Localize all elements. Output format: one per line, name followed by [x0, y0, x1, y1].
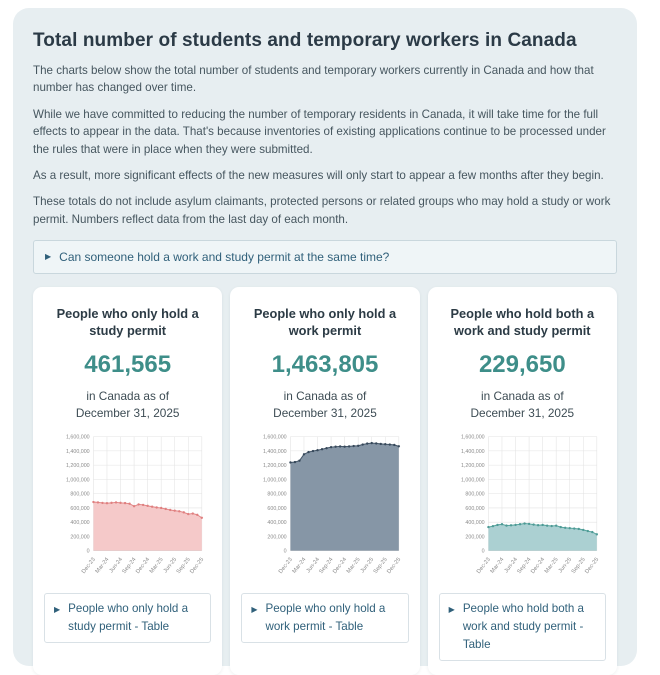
stat-caption: in Canada as of December 31, 2025 [470, 388, 575, 421]
table-expander-study-only[interactable] [44, 593, 211, 643]
svg-text:1,200,000: 1,200,000 [460, 463, 485, 470]
faq-expander-label: Can someone hold a work and study permit at the same time? [59, 250, 390, 265]
card-heading: People who only hold a study permit [56, 306, 199, 339]
table-expander-summary[interactable] [45, 594, 210, 642]
svg-text:Sep-24: Sep-24 [516, 556, 533, 575]
svg-text:0: 0 [481, 548, 485, 555]
stat-card-study-only [33, 287, 222, 675]
svg-text:1,600,000: 1,600,000 [460, 434, 485, 441]
stat-value: 229,650 [478, 350, 566, 378]
faq-expander-summary[interactable] [34, 241, 616, 273]
stat-caption: in Canada as of December 31, 2025 [273, 388, 377, 421]
expander-arrow-icon: ▶ [54, 604, 61, 614]
svg-text:800,000: 800,000 [267, 491, 287, 498]
card-heading: People who only hold a work permit [253, 306, 397, 339]
faq-expander[interactable] [33, 240, 617, 274]
work-only-area-chart [241, 429, 408, 587]
card-heading: People who hold both a work and study permit [450, 306, 595, 339]
svg-text:Dec-25: Dec-25 [189, 556, 206, 575]
svg-text:200,000: 200,000 [267, 534, 287, 541]
content-panel [13, 8, 637, 666]
stat-value: 461,565 [84, 350, 172, 378]
intro-paragraph: The charts below show the total number of students and temporary workers currently in Canada and how that number has changed over time. [33, 64, 594, 95]
svg-text:Dec-23: Dec-23 [475, 556, 492, 575]
svg-text:Dec-24: Dec-24 [332, 556, 349, 575]
expander-arrow-icon: ▶ [45, 252, 52, 262]
svg-text:Mar-24: Mar-24 [94, 556, 111, 575]
svg-text:Mar-24: Mar-24 [489, 556, 506, 575]
svg-text:Dec-25: Dec-25 [583, 556, 600, 575]
svg-text:1,600,000: 1,600,000 [263, 434, 287, 441]
svg-text:Jun-24: Jun-24 [503, 556, 519, 575]
stat-cards-row [33, 287, 617, 675]
svg-text:400,000: 400,000 [267, 520, 287, 527]
svg-text:600,000: 600,000 [267, 505, 287, 512]
table-expander-label: People who only hold a study permit - Table [68, 601, 189, 633]
svg-text:Mar-24: Mar-24 [291, 556, 308, 575]
commitment-paragraph: While we have committed to reducing the number of temporary residents in Canada, it will take time for the full effects to appear in the data. That's because inventories of existing applications continue to be processed under the rules that were in place when they were submitted. [33, 107, 606, 156]
svg-text:1,400,000: 1,400,000 [263, 448, 287, 455]
svg-text:Jun-24: Jun-24 [305, 556, 322, 575]
svg-text:1,000,000: 1,000,000 [65, 477, 90, 484]
study-only-area-chart [44, 429, 211, 587]
both-permits-area-chart [439, 429, 606, 587]
svg-text:Dec-25: Dec-25 [386, 556, 403, 575]
svg-text:Mar-25: Mar-25 [543, 556, 560, 575]
svg-text:Jun-24: Jun-24 [108, 556, 125, 575]
stat-card-work-only [230, 287, 419, 675]
svg-text:800,000: 800,000 [465, 491, 485, 498]
svg-text:200,000: 200,000 [70, 534, 90, 541]
svg-text:Jun-25: Jun-25 [360, 556, 376, 575]
stat-card-both-permits [428, 287, 617, 675]
svg-text:Mar-25: Mar-25 [346, 556, 362, 575]
svg-text:800,000: 800,000 [70, 491, 90, 498]
svg-text:Sep-25: Sep-25 [175, 556, 192, 575]
svg-text:600,000: 600,000 [465, 505, 485, 512]
table-expander-label: People who hold both a work and study permit - Table [462, 601, 584, 651]
table-expander-label: People who only hold a work permit - Table [265, 601, 386, 633]
table-expander-both-permits[interactable] [439, 593, 606, 661]
table-expander-summary[interactable] [242, 594, 407, 642]
svg-text:Sep-24: Sep-24 [318, 556, 335, 575]
svg-text:Sep-24: Sep-24 [121, 556, 138, 575]
svg-text:Dec-23: Dec-23 [278, 556, 295, 575]
svg-text:Dec-23: Dec-23 [80, 556, 97, 575]
svg-text:Dec-24: Dec-24 [529, 556, 546, 575]
svg-text:Sep-25: Sep-25 [570, 556, 587, 575]
svg-text:Sep-25: Sep-25 [373, 556, 390, 575]
effects-paragraph: As a result, more significant effects of the new measures will only start to appear a few months after they begin. [33, 168, 604, 182]
page-title: Total number of students and temporary workers in Canada [33, 30, 577, 51]
svg-text:Jun-25: Jun-25 [557, 556, 573, 575]
svg-text:400,000: 400,000 [70, 520, 90, 527]
table-expander-summary[interactable] [440, 594, 605, 660]
exclusions-paragraph: These totals do not include asylum claimants, protected persons or related groups who may hold a study or work permit. Numbers reflect data from the last day of each month. [33, 195, 611, 226]
svg-text:1,400,000: 1,400,000 [65, 448, 90, 455]
svg-text:200,000: 200,000 [465, 534, 485, 541]
svg-text:Mar-25: Mar-25 [148, 556, 165, 575]
stat-value: 1,463,805 [271, 350, 379, 378]
svg-text:1,000,000: 1,000,000 [263, 477, 287, 484]
svg-text:400,000: 400,000 [465, 520, 485, 527]
svg-text:0: 0 [86, 548, 90, 555]
svg-text:Dec-24: Dec-24 [135, 556, 152, 575]
svg-text:Jun-25: Jun-25 [162, 556, 179, 575]
stat-caption: in Canada as of December 31, 2025 [75, 388, 180, 421]
expander-arrow-icon: ▶ [448, 604, 455, 614]
svg-text:1,200,000: 1,200,000 [65, 463, 90, 470]
table-expander-work-only[interactable] [241, 593, 408, 643]
svg-text:0: 0 [283, 548, 287, 555]
expander-arrow-icon: ▶ [251, 604, 258, 614]
svg-text:1,400,000: 1,400,000 [460, 448, 485, 455]
svg-text:1,200,000: 1,200,000 [263, 463, 287, 470]
svg-text:1,600,000: 1,600,000 [65, 434, 90, 441]
svg-text:1,000,000: 1,000,000 [460, 477, 485, 484]
svg-text:600,000: 600,000 [70, 505, 90, 512]
